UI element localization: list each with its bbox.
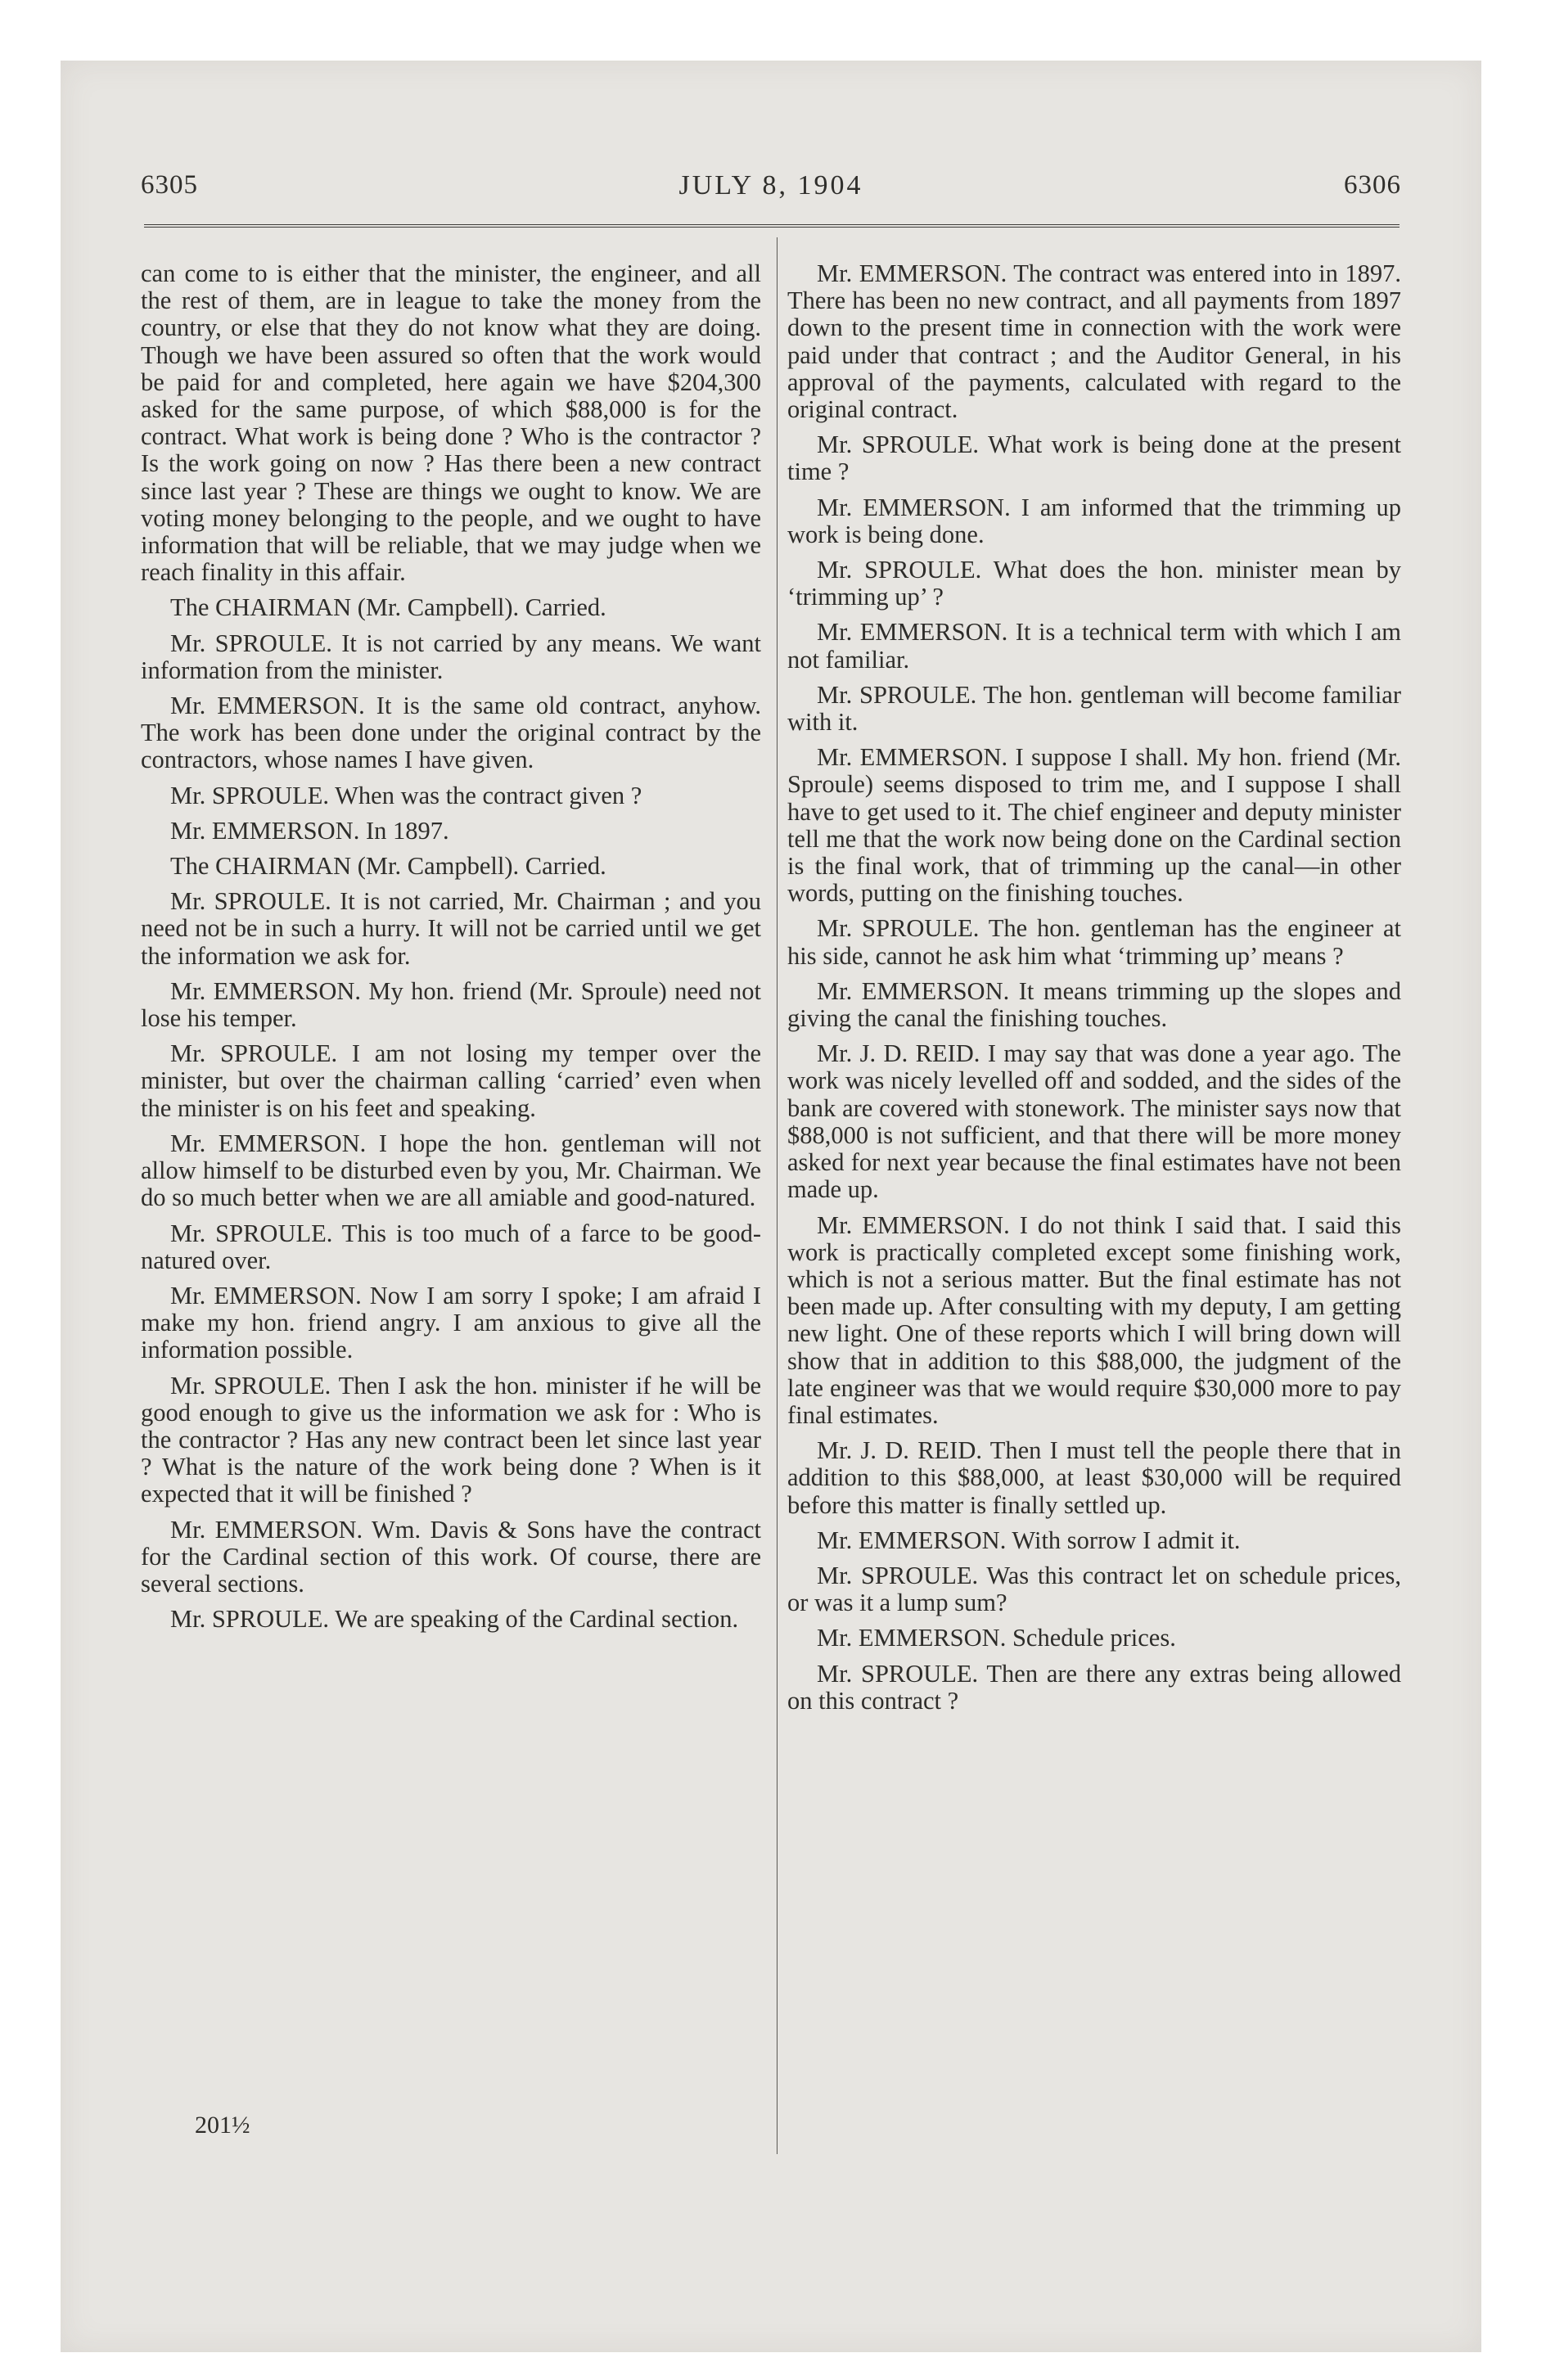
paragraph: Mr. SPROULE. Was this contract let on schedule prices, or was it a lump sum? xyxy=(787,1561,1401,1617)
paragraph: Mr. EMMERSON. My hon. friend (Mr. Sproule) need not lose his temper. xyxy=(141,976,761,1033)
signature-mark: 201½ xyxy=(195,2112,250,2139)
column-divider xyxy=(777,237,778,2154)
left-column xyxy=(141,260,761,1641)
paragraph: Mr. SPROULE. The hon. gentleman has the engineer at his side, cannot he ask him what ‘trimming up’ means ? xyxy=(787,914,1401,970)
paragraph: Mr. EMMERSON. Now I am sorry I spoke; I am afraid I make my hon. friend angry. I am anxious to give all the information possible. xyxy=(141,1281,761,1364)
paragraph: Mr. EMMERSON. It means trimming up the slopes and giving the canal the finishing touches. xyxy=(787,976,1401,1033)
page-number-right: 6306 xyxy=(1344,170,1401,200)
paragraph: Mr. SPROULE. I am not losing my temper over the minister, but over the chairman calling ‘carried’ even when the minister is on his feet and speaking. xyxy=(141,1039,761,1122)
paragraph: Mr. EMMERSON. Wm. Davis & Sons have the contract for the Cardinal section of this work. Of course, there are several sections. xyxy=(141,1515,761,1598)
paragraph: Mr. EMMERSON. The contract was entered into in 1897. There has been no new contract, and all payments from 1897 down to the present time in connection with the work were paid under that contract ; and the Auditor General, in his approval of the payments, calculated with regard to the original contract. xyxy=(787,259,1401,424)
paragraph: Mr. SPROULE. It is not carried, Mr. Chairman ; and you need not be in such a hurry. It will not be carried until we get the information we ask for. xyxy=(141,887,761,970)
paragraph: Mr. J. D. REID. Then I must tell the people there that in addition to this $88,000, at least $30,000 will be required before this matter is finally settled up. xyxy=(787,1436,1401,1519)
header-rule xyxy=(144,224,1400,228)
paragraph: Mr. J. D. REID. I may say that was done a year ago. The work was nicely levelled off and sodded, and the sides of the bank are covered with stonework. The minister says now that $88,000 is not sufficient, and that there will be more money asked for next year because the final estimates have not been made up. xyxy=(787,1039,1401,1204)
paragraph: Mr. EMMERSON. Schedule prices. xyxy=(817,1624,1176,1652)
paragraph: Mr. EMMERSON. It is the same old contract, anyhow. The work has been done under the original contract by the contractors, whose names I have given. xyxy=(141,692,761,774)
paragraph: Mr. SPROULE. Then I ask the hon. minister if he will be good enough to give us the information we ask for : Who is the contractor ? Has any new contract been let since last year ? What is the nature of the work being done ? When is it expected that it will be finished ? xyxy=(141,1371,761,1508)
paragraph: Mr. SPROULE. This is too much of a farce to be good-natured over. xyxy=(141,1219,761,1274)
paragraph: Mr. SPROULE. We are speaking of the Cardinal section. xyxy=(170,1605,739,1634)
paragraph: The CHAIRMAN (Mr. Campbell). Carried. xyxy=(170,593,606,622)
paragraph: Mr. SPROULE. What does the hon. minister mean by ‘trimming up’ ? xyxy=(787,556,1401,611)
paragraph: Mr. EMMERSON. With sorrow I admit it. xyxy=(817,1526,1241,1554)
page-date: JULY 8, 1904 xyxy=(678,170,863,201)
paragraph: can come to is either that the minister, the engineer, and all the rest of them, are in league to take the money from the country, or else that they do not know what they are doing. Though we have been assured so often that the work would be paid for and completed, here again we have $204,300 asked for the same purpose, of which $88,000 is for the contract. What work is being done ? Who is the contractor ? Is the work going on now ? Has there been a new contract since last year ? These are things we ought to know. We are voting money belonging to the people, and we ought to have information that will be reliable, that we may judge when we reach finality in this affair. xyxy=(141,259,761,587)
paragraph: Mr. SPROULE. Then are there any extras being allowed on this contract ? xyxy=(787,1659,1401,1715)
paragraph: Mr. EMMERSON. It is a technical term with which I am not familiar. xyxy=(787,618,1401,674)
paragraph: Mr. EMMERSON. I hope the hon. gentleman will not allow himself to be disturbed even by you, Mr. Chairman. We do so much better when we are all amiable and good-natured. xyxy=(141,1129,761,1212)
right-column xyxy=(787,260,1401,1723)
paragraph: The CHAIRMAN (Mr. Campbell). Carried. xyxy=(170,852,606,881)
paragraph: Mr. EMMERSON. I suppose I shall. My hon. friend (Mr. Sproule) seems disposed to trim me, and I suppose I shall have to get used to it. The chief engineer and deputy minister tell me that the work now being done on the Cardinal section is the final work, that of trimming up the canal—in other words, putting on the finishing touches. xyxy=(787,743,1401,908)
paragraph: Mr. SPROULE. When was the contract given ? xyxy=(170,781,642,809)
paragraph: Mr. SPROULE. The hon. gentleman will become familiar with it. xyxy=(787,680,1401,737)
page-header xyxy=(141,170,1401,211)
paragraph: Mr. EMMERSON. I do not think I said that. I said this work is practically completed except some finishing work, which is not a serious matter. But the final estimate has not been made up. After consulting with my deputy, I am getting new light. One of these reports which I will bring down will show that in addition to this $88,000, the judgment of the late engineer was that we would require $30,000 more to pay final estimates. xyxy=(787,1210,1401,1429)
paragraph: Mr. EMMERSON. In 1897. xyxy=(170,816,449,845)
page-number-left: 6305 xyxy=(141,170,198,200)
paragraph: Mr. SPROULE. What work is being done at the present time ? xyxy=(787,430,1401,486)
paragraph: Mr. EMMERSON. I am informed that the trimming up work is being done. xyxy=(787,493,1401,548)
paragraph: Mr. SPROULE. It is not carried by any means. We want information from the minister. xyxy=(141,629,761,684)
